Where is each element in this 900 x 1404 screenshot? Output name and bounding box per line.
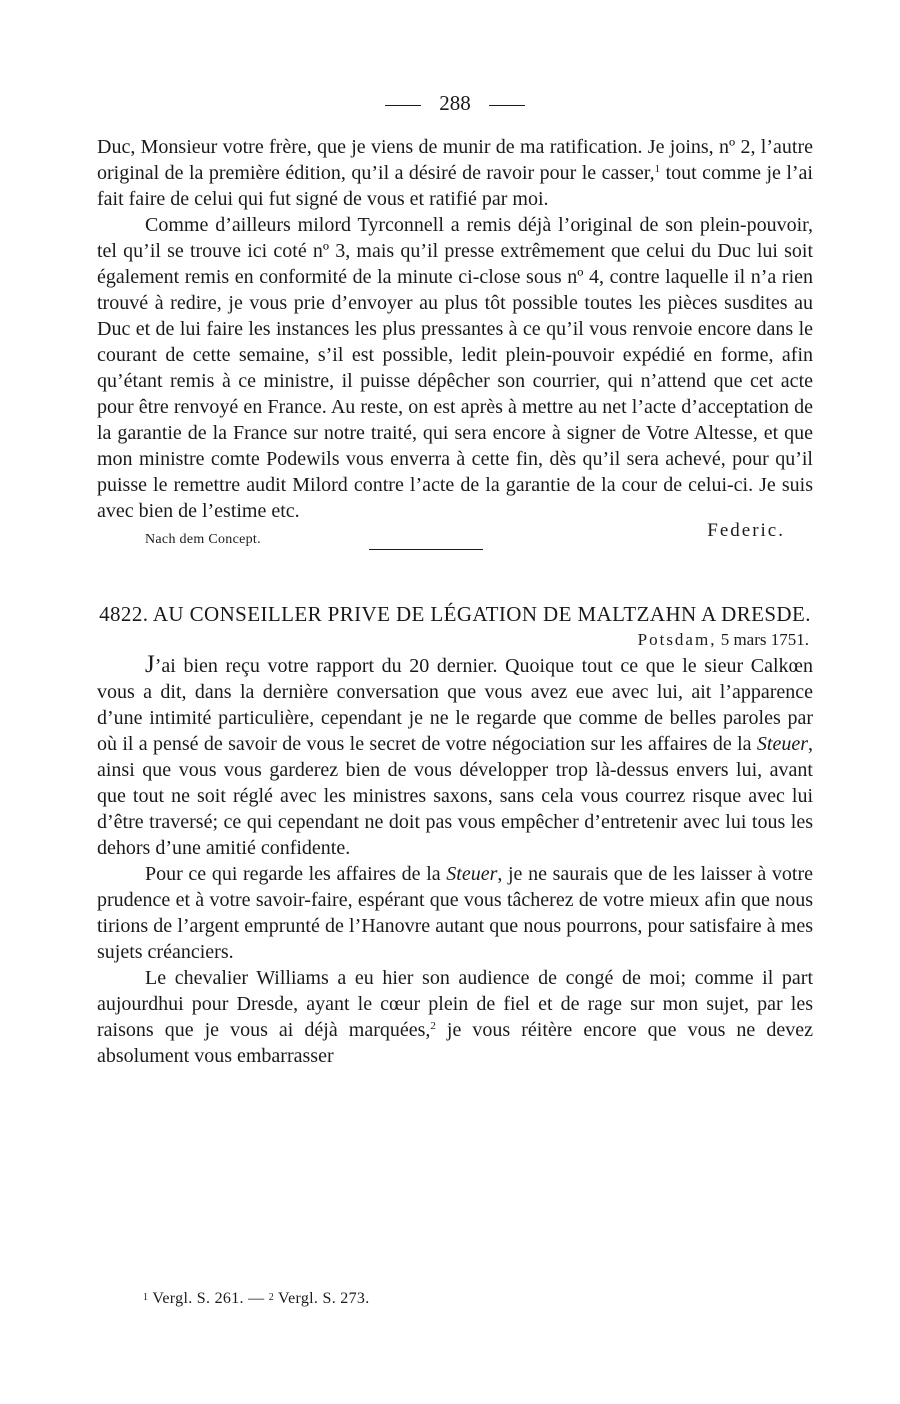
signature: Federic. <box>707 520 785 541</box>
page-number: 288 <box>439 91 471 115</box>
paragraph-text: tout comme je l’ai fait faire de celui qui fut signé de vous et ratifié par moi. <box>97 162 813 210</box>
paragraph <box>97 212 813 524</box>
letter-continued-body <box>97 134 813 524</box>
header-dash-left <box>385 105 421 106</box>
document-heading: 4822. AU CONSEILLER PRIVE DE LÉGATION DE MALTZAHN A DRESDE. <box>99 602 811 626</box>
emphasis-term: Steuer <box>756 733 808 755</box>
header-dash-right <box>489 105 525 106</box>
footnote-text: Vergl. S. 273. <box>274 1290 370 1307</box>
document-body <box>97 652 813 1069</box>
footnote-mark: 1 <box>143 1292 149 1303</box>
dateline <box>97 628 813 652</box>
footnote-mark: 2 <box>268 1292 275 1303</box>
section-divider <box>369 549 483 550</box>
footnote-separator: — <box>243 1290 269 1307</box>
paragraph-text: Duc, Monsieur votre frère, que je viens de munir de ma ratification. Je joins, nº 2, l’autre original de la première édition, qu’il a désiré de ravoir pour le casser, <box>97 136 813 184</box>
dateline-place: Potsdam, <box>637 630 717 649</box>
paragraph <box>97 134 813 212</box>
paragraph-text: Pour ce qui regarde les affaires de la <box>145 863 447 885</box>
dateline-month: mars <box>733 630 767 649</box>
drop-cap: J <box>145 651 155 678</box>
paragraph <box>97 861 813 965</box>
document-page <box>97 88 813 1069</box>
paragraph-text: Comme d’ailleurs milord Tyrconnell a remis déjà l’original de son plein-pouvoir, tel qu’il se trouve ici coté nº 3, mais qu’il presse extrêmement que celui du Duc lui soit également remis en conformité de la minute ci-close sous nº 4, contre laquelle il n’a rien trouvé à redire, je vous prie d’envoyer au plus tôt possible toutes les pièces susdites au Duc et de lui faire les instances les plus pressantes à ce qu’il vous renvoie encore dans le courant de cette semaine, s’il est possible, ledit plein-pouvoir expédié en forme, afin qu’étant remis à ce ministre, il puisse dépêcher son courrier, qui n’attend que cet acte pour être renvoyé en France. Au reste, on est après à mettre au net l’acte d’acceptation de la garantie de la France sur notre traité, qui sera encore à signer de Votre Altesse, et que mon ministre comte Podewils vous enverra à cette fin, dès qu’il sera achevé, pour qu’il puisse le remettre audit Milord contre l’acte de la garantie de la cour de celui-ci. Je suis avec bien de l’estime etc. <box>97 214 813 522</box>
paragraph-text: Le chevalier Williams a eu hier son audience de congé de moi; comme il part aujourdhui pour Dresde, ayant le cœur plein de fiel et de rage sur mon sujet, par les raisons que je vous ai déjà marquées, <box>97 967 813 1041</box>
paragraph-text: ’ai bien reçu votre rapport du 20 dernier. Quoique tout ce que le sieur Calkœn vous a dit, dans la dernière conversation que vous avez eue avec lui, ait l’apparence d’une intimité particulière, cependant je ne le regarde que comme de belles paroles par où il a pensé de savoir de vous le secret de votre négociation sur les affaires de la <box>97 655 813 755</box>
footnote-text: Vergl. S. 261. <box>148 1290 244 1307</box>
paragraph-text: , je ne saurais que de les laisser à votre prudence et à votre savoir-faire, espérant que vous tâcherez de votre mieux afin que nous tirions de l’argent emprunté de l’Hanovre autant que nous pourrons, pour satisfaire à mes sujets créanciers. <box>97 863 813 963</box>
footnotes <box>143 1290 370 1308</box>
paragraph-text: , ainsi que vous vous garderez bien de vous développer trop là-dessus envers lui, avant que tout ne soit réglé avec les ministres saxons, sans cela vous courrez risque avec lui d’être traversé; ce qui cependant ne doit pas vous empêcher d’entretenir avec lui tous les dehors d’une amitié confidente. <box>97 733 813 859</box>
dateline-day: 5 <box>720 630 730 649</box>
paragraph <box>97 965 813 1069</box>
paragraph-text: je vous réitère encore que vous ne devez absolument vous embarrasser <box>97 1019 813 1067</box>
page-header <box>97 88 813 118</box>
emphasis-term: Steuer <box>446 863 498 885</box>
dateline-year: 1751. <box>770 630 809 649</box>
closing-row <box>97 520 813 564</box>
source-note: Nach dem Concept. <box>145 532 261 547</box>
footnote-marker: 2 <box>430 1020 436 1032</box>
footnote-marker: 1 <box>654 163 661 175</box>
paragraph <box>97 652 813 861</box>
